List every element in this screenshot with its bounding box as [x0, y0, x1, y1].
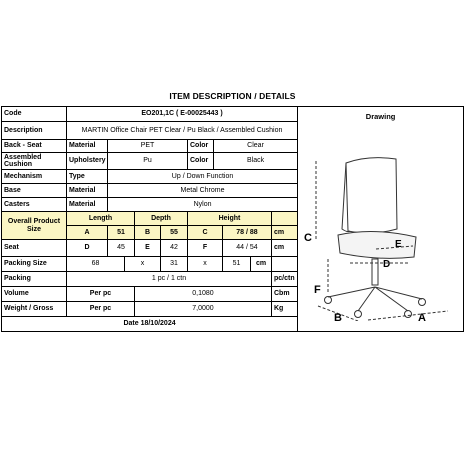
letter-a: A — [418, 311, 427, 321]
drawing-cell — [298, 107, 464, 332]
volume-per-label: Per pc — [67, 287, 135, 302]
chair-drawing — [298, 121, 464, 321]
cushion-upholstery-label: Upholstery — [67, 153, 108, 170]
packing-size-label: Packing Size — [2, 257, 67, 272]
code-value: EO201,1C ( E-00025443 ) — [67, 107, 298, 122]
letter-f: F — [314, 283, 321, 296]
weight-unit: Kg — [272, 302, 298, 317]
casters-value: Nylon — [108, 198, 298, 212]
packing-size-unit: cm — [251, 257, 272, 272]
description-value: MARTIN Office Chair PET Clear / Pu Black / Assembled Cushion — [67, 122, 298, 140]
packing-value: 1 pc / 1 ctn — [67, 272, 272, 287]
letter-e: E — [395, 238, 402, 250]
row-code — [2, 107, 464, 122]
back-seat-color-value: Clear — [214, 140, 298, 153]
volume-label: Volume — [2, 287, 67, 302]
weight-value: 7,0000 — [135, 302, 272, 317]
cushion-color-label: Color — [188, 153, 214, 170]
date-text: Date 18/10/2024 — [2, 317, 298, 332]
overall-b-value: 55 — [161, 226, 188, 240]
mechanism-label: Mechanism — [2, 170, 67, 184]
packing-unit: pc/ctn — [272, 272, 298, 287]
packing-x-1: x — [125, 257, 161, 272]
cushion-color-value: Black — [214, 153, 298, 170]
packing-label: Packing — [2, 272, 67, 287]
packing-height: 51 — [223, 257, 251, 272]
base-material-label: Material — [67, 184, 108, 198]
weight-per-label: Per pc — [67, 302, 135, 317]
base-label: Base — [2, 184, 67, 198]
mechanism-type-label: Type — [67, 170, 108, 184]
overall-unit: cm — [272, 226, 298, 240]
cushion-upholstery-value: Pu — [108, 153, 188, 170]
seat-f-letter: F — [188, 240, 223, 257]
volume-unit: Cbm — [272, 287, 298, 302]
document-title: ITEM DESCRIPTION / DETAILS — [169, 91, 296, 101]
seat-label: Seat — [2, 240, 67, 257]
packing-size-blank — [272, 257, 298, 272]
length-label: Length — [67, 212, 135, 226]
back-seat-label: Back - Seat — [2, 140, 67, 153]
letter-c: C — [304, 231, 313, 244]
seat-d-value: 45 — [108, 240, 135, 257]
volume-value: 0,1080 — [135, 287, 272, 302]
packing-width: 31 — [161, 257, 188, 272]
seat-unit: cm — [272, 240, 298, 257]
back-seat-color-label: Color — [188, 140, 214, 153]
overall-a-letter: A — [67, 226, 108, 240]
back-seat-material-value: PET — [108, 140, 188, 153]
overall-size-label: Overall Product Size — [2, 212, 67, 240]
packing-length: 68 — [67, 257, 125, 272]
weight-label: Weight / Gross — [2, 302, 67, 317]
mechanism-value: Up / Down Function — [108, 170, 298, 184]
base-value: Metal Chrome — [108, 184, 298, 198]
drawing-label: Drawing — [365, 112, 396, 121]
overall-b-letter: B — [135, 226, 161, 240]
overall-a-value: 51 — [108, 226, 135, 240]
packing-x-2: x — [188, 257, 223, 272]
overall-c-value: 78 / 88 — [223, 226, 272, 240]
depth-label: Depth — [135, 212, 188, 226]
seat-f-value: 44 / 54 — [223, 240, 272, 257]
casters-label: Casters — [2, 198, 67, 212]
height-label: Height — [188, 212, 272, 226]
cushion-label: Assembled Cushion — [2, 153, 67, 170]
seat-e-value: 42 — [161, 240, 188, 257]
letter-b: B — [334, 311, 343, 321]
seat-d-letter: D — [67, 240, 108, 257]
overall-header-blank — [272, 212, 298, 226]
code-label: Code — [2, 107, 67, 122]
casters-material-label: Material — [67, 198, 108, 212]
letter-d: D — [383, 258, 391, 270]
back-seat-material-label: Material — [67, 140, 108, 153]
overall-c-letter: C — [188, 226, 223, 240]
description-label: Description — [2, 122, 67, 140]
spec-table — [1, 106, 464, 332]
seat-e-letter: E — [135, 240, 161, 257]
